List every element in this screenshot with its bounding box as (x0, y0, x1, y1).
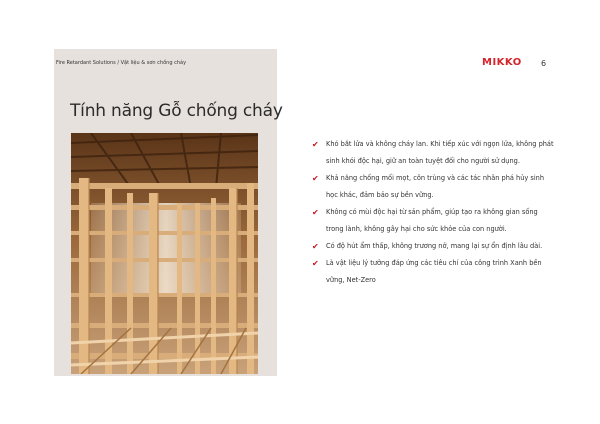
list-item (312, 170, 557, 204)
wooden-frame-photo (71, 133, 258, 374)
check-icon: ✔ (312, 259, 319, 268)
check-icon: ✔ (312, 208, 319, 217)
check-icon: ✔ (312, 140, 319, 149)
page-title: Tính năng Gỗ chống cháy (70, 101, 283, 121)
feature-text: Có độ hút ẩm thấp, không trương nở, mang lại sự ổn định lâu dài. (326, 242, 543, 250)
feature-text: Khả năng chống mối mọt, côn trùng và các tác nhân phá hủy sinh học khác, đảm bảo sự bền vững. (326, 174, 545, 199)
list-item (312, 238, 557, 255)
list-item (312, 136, 557, 170)
feature-text: Khó bắt lửa và không cháy lan. Khi tiếp xúc với ngọn lửa, không phát sinh khói độc hại, giữ an toàn tuyệt đối cho người sử dụng. (326, 140, 554, 165)
feature-text: Không có mùi độc hại từ sản phẩm, giúp tạo ra không gian sống trong lành, không gây hại cho sức khỏe của con người. (326, 208, 538, 233)
feature-text: Là vật liệu lý tưởng đáp ứng các tiêu chí của công trình Xanh bền vững, Net-Zero (326, 259, 542, 284)
list-item (312, 204, 557, 238)
page-number: 6 (541, 59, 547, 68)
company-logo: MIKKO (482, 57, 522, 68)
breadcrumb: Fire Retardant Solutions / Vật liệu & sơn chống cháy (56, 60, 187, 66)
check-icon: ✔ (312, 242, 319, 251)
list-item (312, 255, 557, 289)
check-icon: ✔ (312, 174, 319, 183)
feature-list (312, 136, 557, 289)
